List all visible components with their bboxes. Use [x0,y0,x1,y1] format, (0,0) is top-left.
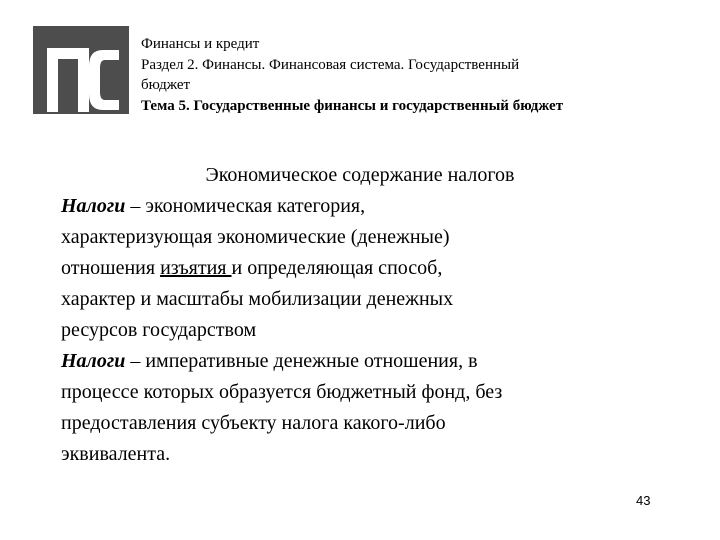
definition-1-line-1 [61,191,661,222]
slide-body [61,160,661,470]
page-number: 43 [636,493,651,508]
definition-2-line-3: предоставления субъекту налога какого-либо [61,412,446,434]
definition-1-line-5: ресурсов государством [61,319,257,341]
slide-header [141,34,701,116]
definition-2-line-2: процессе которых образуется бюджетный фонд, без [61,381,503,403]
definition-1-term: Налоги [61,195,126,217]
definition-1-line-4: характер и масштабы мобилизации денежных [61,288,454,310]
underlined-word: изъятия [160,257,232,279]
definition-2-line-1 [61,346,661,377]
topic-title: Тема 5. Государственные финансы и государственный бюджет [141,97,564,114]
definition-2-text: – императивные денежные отношения, в [125,350,478,372]
definition-1-line-3-start: отношения [61,257,161,279]
definition-1-line-2: характеризующая экономические (денежные) [61,226,450,248]
definition-1-line-3 [61,253,661,284]
course-title: Финансы и кредит [141,36,260,52]
definition-2-term: Налоги [61,350,126,372]
university-logo-icon [33,26,129,114]
section-title-line-1: Раздел 2. Финансы. Финансовая система. Государственный [141,56,520,73]
definition-2-line-4: эквивалента. [61,443,171,465]
slide-heading: Экономическое содержание налогов [205,164,515,186]
definition-1-text: – экономическая категория, [125,195,366,217]
section-title-line-2: бюджет [141,77,191,93]
definition-1-line-3-end: и определяющая способ, [231,257,443,279]
